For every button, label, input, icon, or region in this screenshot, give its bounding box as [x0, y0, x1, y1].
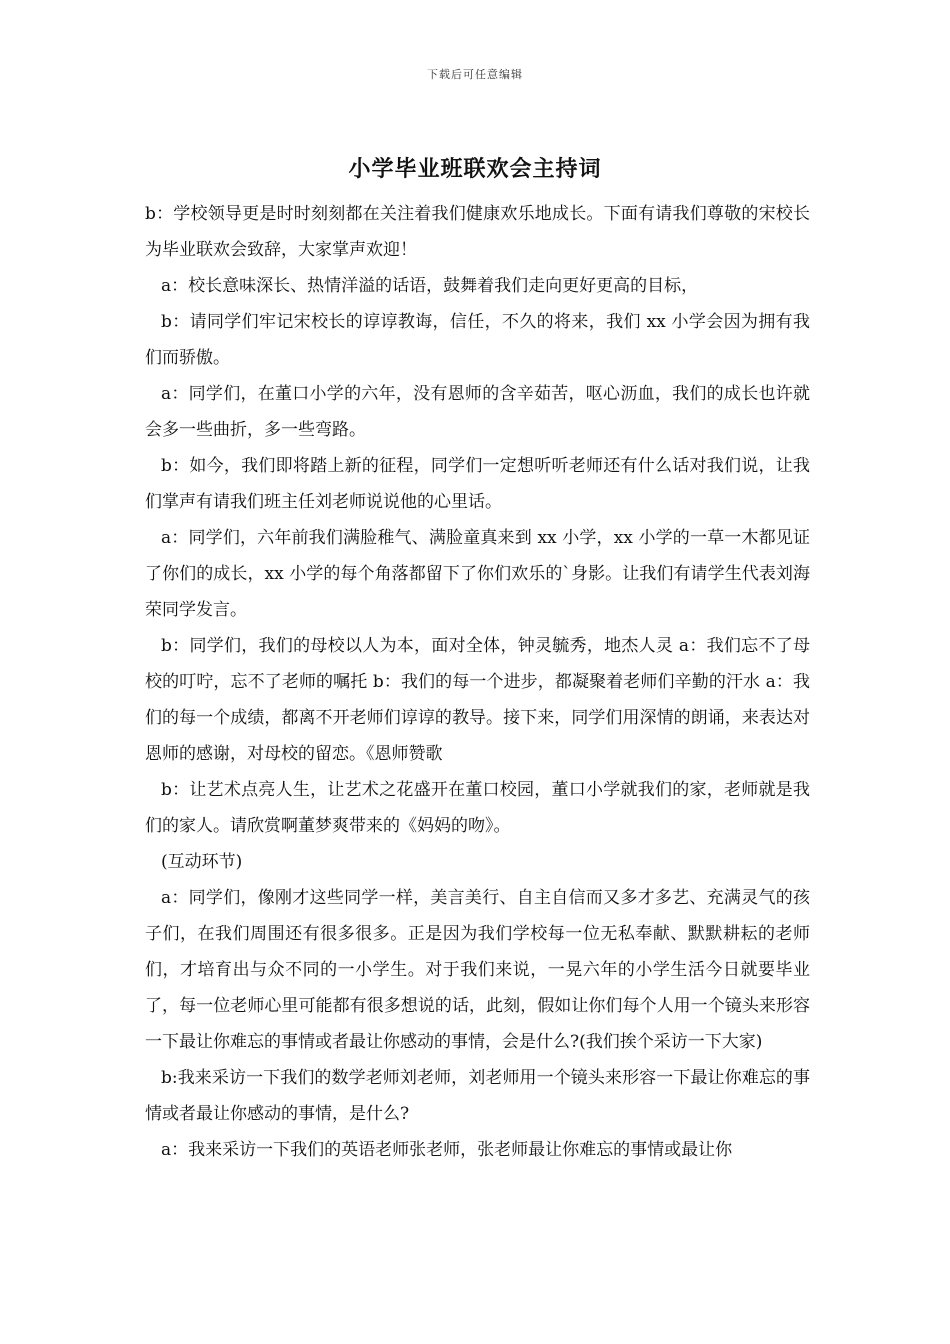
paragraph-2: a：校长意味深长、热情洋溢的话语，鼓舞着我们走向更好更高的目标，: [161, 276, 699, 296]
document-body: [145, 196, 810, 1168]
paragraph-1: b：学校领导更是时时刻刻都在关注着我们健康欢乐地成长。下面有请我们尊敬的宋校长为毕业联欢会致辞，大家掌声欢迎！: [145, 204, 810, 260]
header-note: 下载后可任意编辑: [427, 68, 523, 81]
paragraph-10: a：同学们，像刚才这些同学一样，美言美行、自主自信而又多才多艺、充满灵气的孩子们，在我们周围还有很多很多。正是因为我们学校每一位无私奉献、默默耕耘的老师们，才培育出与众不同的一小学生。对于我们来说，一晃六年的小学生活今日就要毕业了，每一位老师心里可能都有很多想说的话，此刻，假如让你们每个人用一个镜头来形容一下最让你难忘的事情或者最让你感动的事情，会是什么?(我们挨个采访一下大家): [145, 888, 810, 1052]
paragraph-9: (互动环节): [161, 852, 243, 872]
paragraph-5: b：如今，我们即将踏上新的征程，同学们一定想听听老师还有什么话对我们说，让我们掌声有请我们班主任刘老师说说他的心里话。: [145, 456, 810, 512]
paragraph-4: a：同学们，在董口小学的六年，没有恩师的含辛茹苦，呕心沥血，我们的成长也许就会多一些曲折，多一些弯路。: [145, 384, 810, 440]
paragraph-7: b：同学们，我们的母校以人为本，面对全体，钟灵毓秀，地杰人灵 a：我们忘不了母校的叮咛，忘不了老师的嘱托 b：我们的每一个进步，都凝聚着老师们辛勤的汗水 a：我们的每一个成绩，都离不开老师们谆谆的教导。接下来，同学们用深情的朗诵，来表达对恩师的感谢，对母校的留恋。《恩师赞歌: [145, 636, 810, 764]
paragraph-12: a：我来采访一下我们的英语老师张老师，张老师最让你难忘的事情或最让你: [161, 1140, 733, 1160]
paragraph-11: b:我来采访一下我们的数学老师刘老师，刘老师用一个镜头来形容一下最让你难忘的事情或者最让你感动的事情，是什么?: [145, 1068, 810, 1124]
paragraph-3: b：请同学们牢记宋校长的谆谆教诲，信任，不久的将来，我们 xx 小学会因为拥有我们而骄傲。: [145, 312, 810, 368]
paragraph-6: a：同学们，六年前我们满脸稚气、满脸童真来到 xx 小学，xx 小学的一草一木都见证了你们的成长，xx 小学的每个角落都留下了你们欢乐的`身影。让我们有请学生代表刘海荣同学发言。: [145, 528, 810, 620]
document-title: 小学毕业班联欢会主持词: [348, 156, 602, 182]
paragraph-8: b：让艺术点亮人生，让艺术之花盛开在董口校园，董口小学就我们的家，老师就是我们的家人。请欣赏啊董梦爽带来的《妈妈的吻》。: [145, 780, 810, 836]
